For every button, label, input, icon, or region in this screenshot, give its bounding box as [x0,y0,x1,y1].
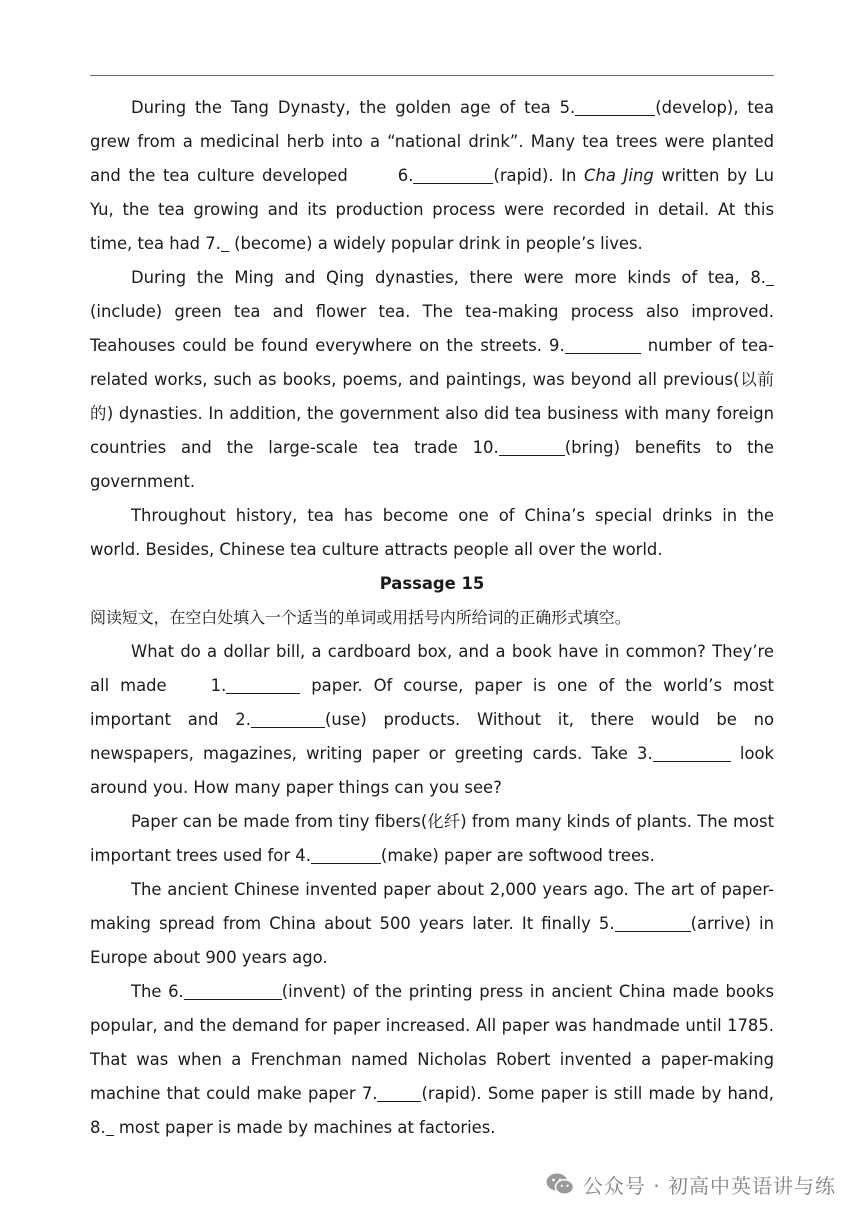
blank-4[interactable] [311,845,381,864]
paragraph-history: The ancient Chinese invented paper about 2,000 years ago. The art of paper-making spread from China about 500 years later. It finally 5. (arrive) in Europe about 900 years ago. [90,880,775,967]
blank-7-p15[interactable] [377,1083,421,1102]
paragraph-tang-dynasty: During the Tang Dynasty, the golden age of tea 5. (develop), tea grew from a medicinal herb into a “national drink”. Many tea trees were planted and the tea culture developed 6. (rapid). In Cha Jing written by Lu Yu, the tea growing and its production process were recorded in detail. At this time, tea had 7. (become) a widely popular drink in people’s lives. [90,98,774,253]
paragraph-printing-press: The 6. (invent) of the printing press in ancient China made books popular, and the demand for paper increased. All paper was handmade until 1785. That was when a Frenchman named Nicholas Robert invented a paper-making machine that could make paper 7. (rapid). Some paper is still made by hand, 8. most paper is made by machines at factories. [90,982,774,1137]
blank-1[interactable] [226,675,300,694]
blank-7[interactable] [221,233,229,252]
paragraph-paper-intro: What do a dollar bill, a cardboard box, and a book have in common? They’re all made 1. paper. Of course, paper is one of the world’s most important and 2. (use) products. Without it, there would be no newspapers, magazines, writing paper or greeting cards. Take 3. look around you. How many paper things can you see? [90,642,775,797]
blank-5-p15[interactable] [615,913,691,932]
watermark-text: 公众号 · 初高中英语讲与练 [582,1173,836,1198]
blank-6-p15[interactable] [184,981,282,1000]
blank-5[interactable] [575,97,655,116]
blank-8[interactable] [766,267,774,286]
top-divider [90,75,774,76]
blank-9[interactable] [565,335,641,354]
blank-3[interactable] [653,743,731,762]
instruction-text: 阅读短文，在空白处填入一个适当的单词或用括号内所给词的正确形式填空。 [90,608,631,627]
blank-6[interactable] [413,165,493,184]
blank-10[interactable] [499,437,565,456]
paragraph-ming-qing: During the Ming and Qing dynasties, there were more kinds of tea, 8. (include) green tea and flower tea. The tea-making process also improved. Teahouses could be found everywhere on the streets. 9. number of tea-related works, such as books, poems, and paintings, was beyond all previous(以前的) dynasties. In addition, the government also did tea business with many foreign countries and the large-scale tea trade 10. (bring) benefits to the government. [90,268,774,491]
watermark-footer [545,1170,836,1198]
blank-2[interactable] [251,709,325,728]
document-body [90,91,774,1145]
wechat-icon [545,1171,575,1197]
book-title-cha-jing: Cha Jing [584,166,654,185]
paragraph-conclusion: Throughout history, tea has become one of China’s special drinks in the world. Besides, Chinese tea culture attracts people all over the world. [90,506,774,559]
blank-8-p15[interactable] [106,1117,114,1136]
paragraph-fibers: Paper can be made from tiny fibers(化纤) from many kinds of plants. The most important trees used for 4. (make) paper are softwood trees. [90,812,774,865]
passage-title: Passage 15 [379,574,485,593]
